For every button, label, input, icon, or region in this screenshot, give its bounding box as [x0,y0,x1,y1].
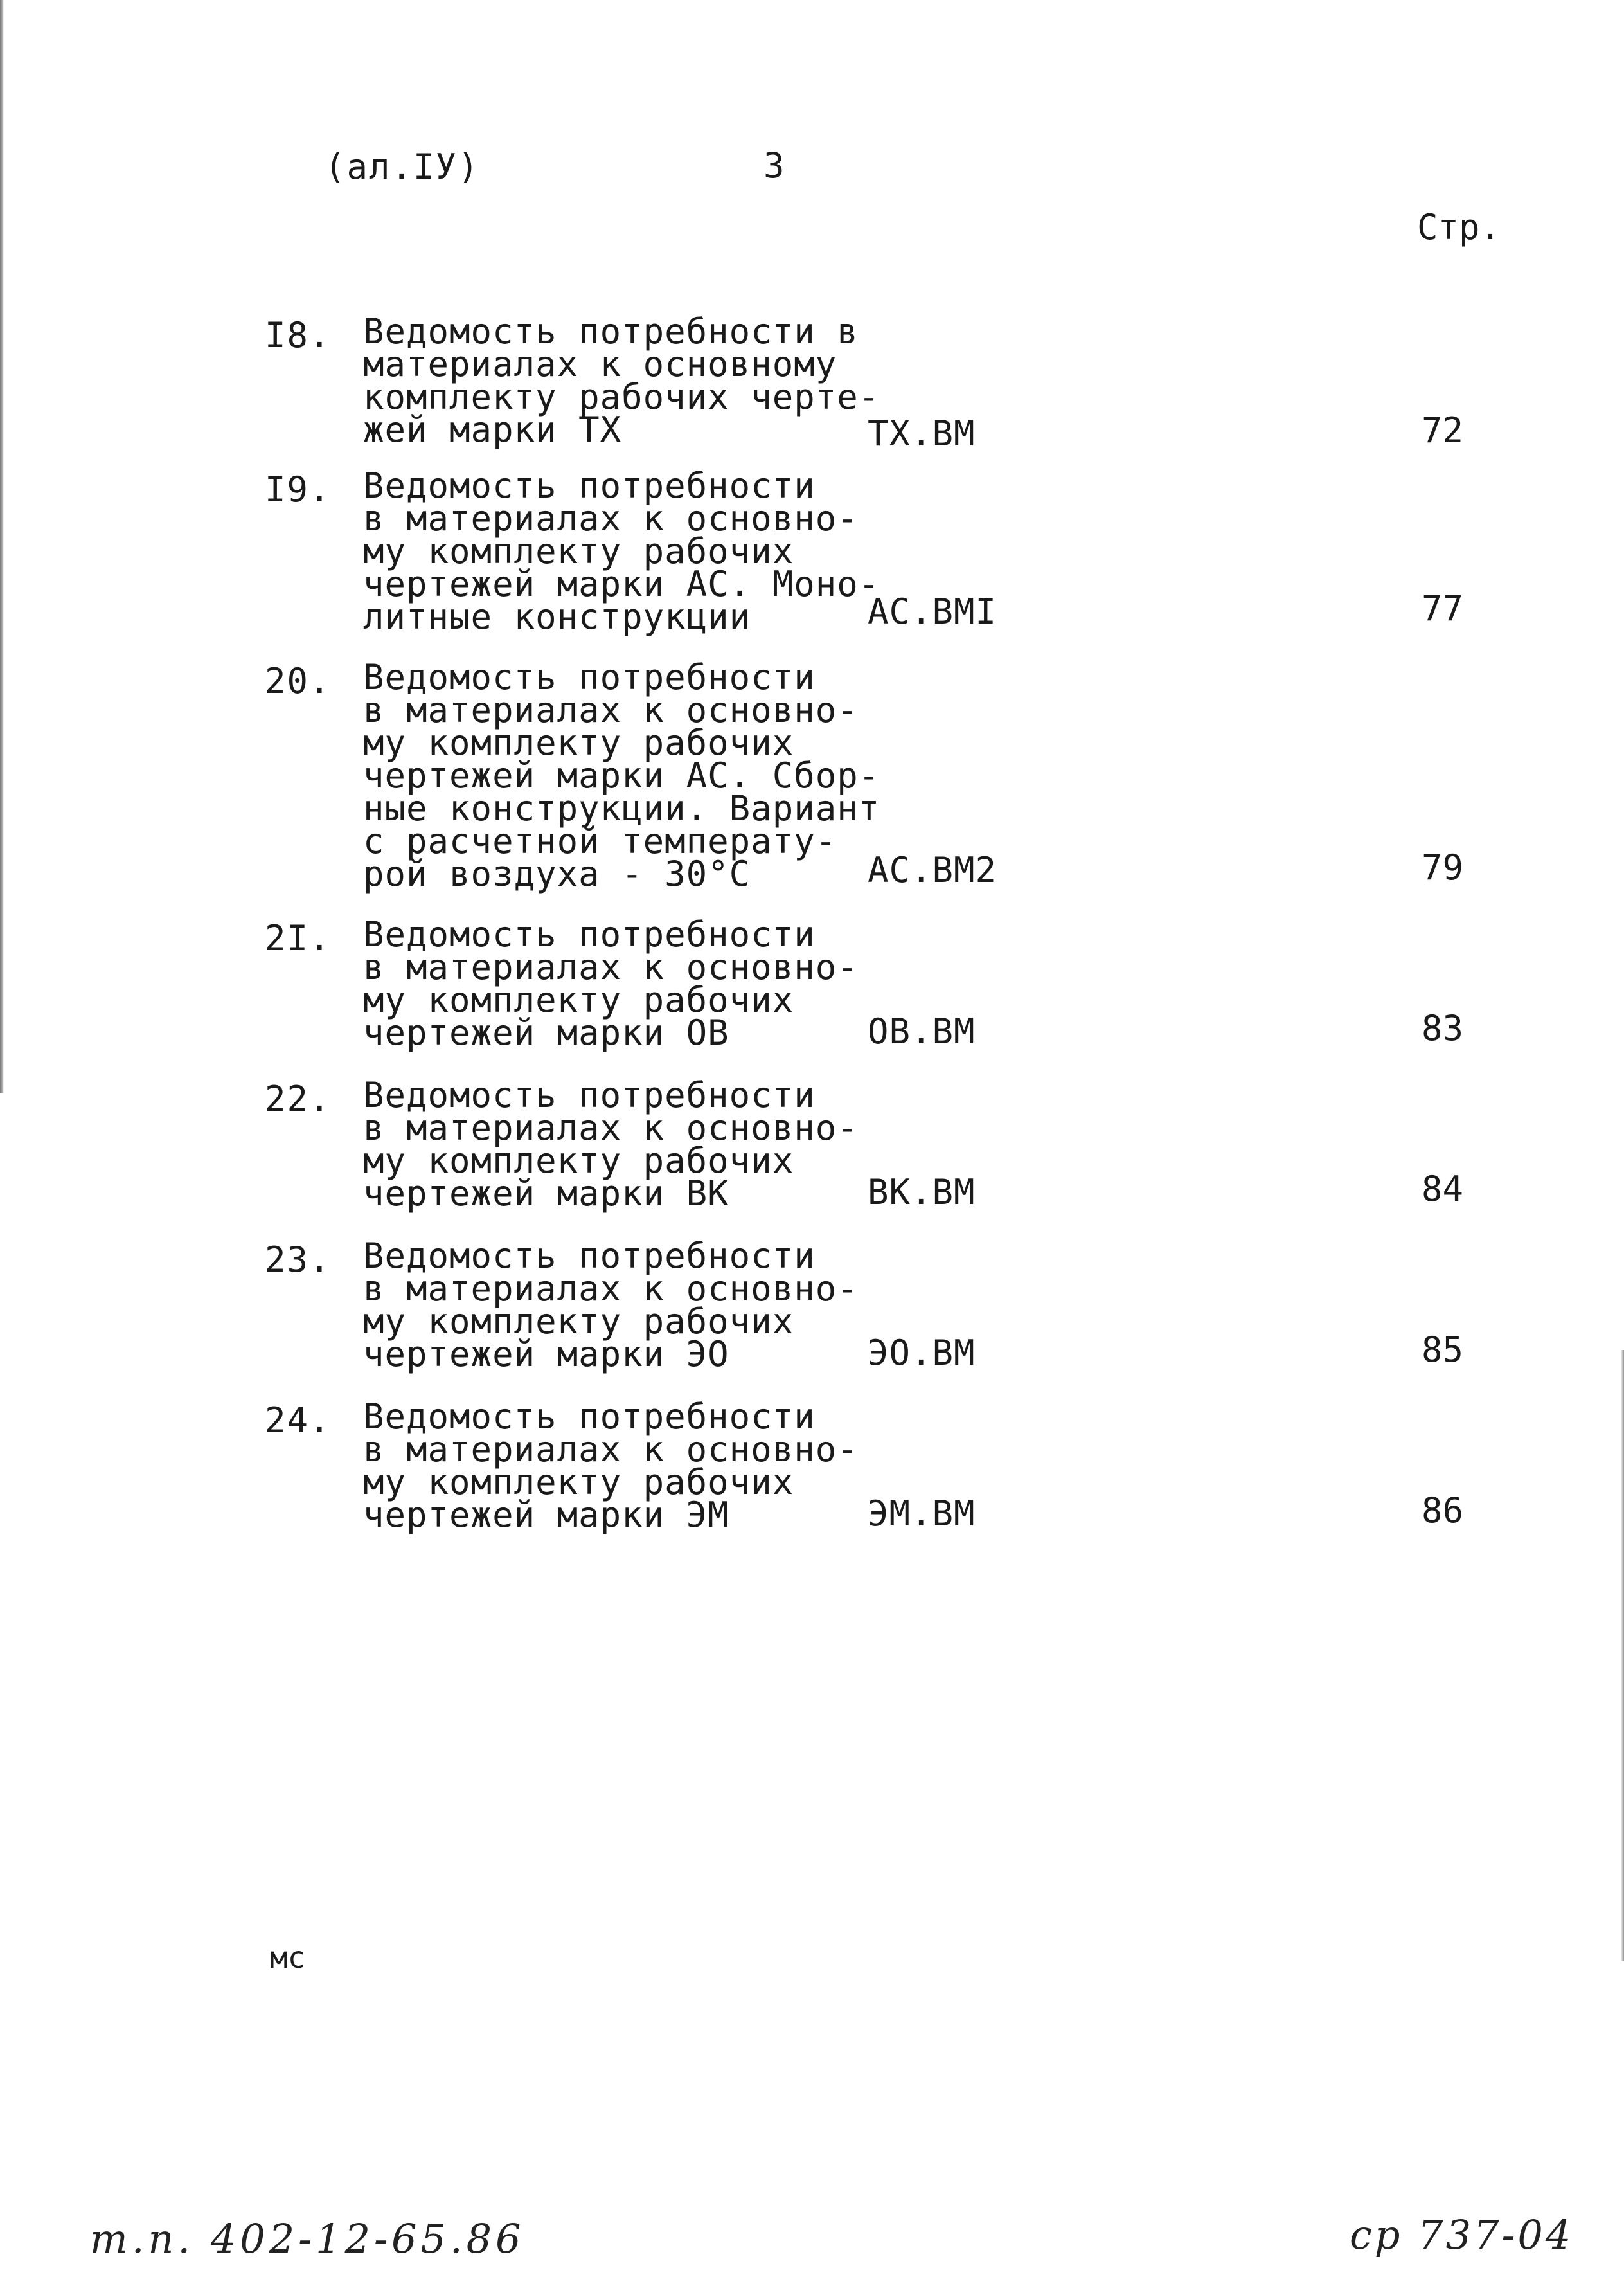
scan-edge-left [0,0,4,1093]
entry-title: Ведомость потребности в материалах к основно- му комплекту рабочих чертежей марки ОВ [363,914,859,1053]
entry-title: Ведомость потребности в материалах к основному комплекту рабочих черте- жей марки ТХ [363,311,880,450]
entry-number: I8. [265,315,332,355]
entry-code: ВК.ВМ [868,1172,976,1212]
header-column-label: Стр. [1417,207,1501,247]
entry-page: 79 [1422,847,1464,888]
entry-page: 72 [1422,410,1464,451]
entry-code: АС.ВМ2 [868,850,997,890]
footer-archive-number: ср 737-04 [1350,2211,1574,2258]
entry-page: 86 [1422,1490,1464,1531]
entry-title: Ведомость потребности в материалах к основно- му комплекту рабочих чертежей марки АС. Сбор- ные конструкции. Вариант с расчетной температу- рой воздуха - 30°С [363,657,880,894]
entry-title: Ведомость потребности в материалах к основно- му комплекту рабочих чертежей марки ЭО [363,1236,859,1374]
entry-code: ЭО.ВМ [868,1333,976,1373]
entry-page: 83 [1422,1008,1464,1048]
entry-number: 2I. [265,918,332,958]
header-page-number: 3 [763,145,785,186]
entry-title: Ведомость потребности в материалах к основно- му комплекту рабочих чертежей марки ВК [363,1075,859,1214]
entry-number: 24. [265,1400,332,1441]
entry-page: 85 [1422,1329,1464,1370]
entry-title: Ведомость потребности в материалах к основно- му комплекту рабочих чертежей марки АС. Моно- литные конструкции [363,465,880,637]
footer-document-code: т.п. 402-12-65.86 [90,2215,525,2262]
scan-edge-right [1621,1350,1624,1961]
entry-number: 23. [265,1239,332,1280]
entry-number: 22. [265,1079,332,1119]
entry-page: 77 [1422,588,1464,629]
entry-code: ЭМ.ВМ [868,1493,976,1534]
footer-mark: мс [270,1940,306,1975]
entry-title: Ведомость потребности в материалах к основно- му комплекту рабочих чертежей марки ЭМ [363,1396,859,1535]
entry-number: 20. [265,661,332,701]
header-album-label: (ал.IУ) [325,147,480,187]
entry-number: I9. [265,469,332,510]
entry-code: ТХ.ВМ [868,413,976,454]
entry-code: ОВ.ВМ [868,1011,976,1052]
entry-code: АС.ВМI [868,591,997,632]
entry-page: 84 [1422,1169,1464,1209]
